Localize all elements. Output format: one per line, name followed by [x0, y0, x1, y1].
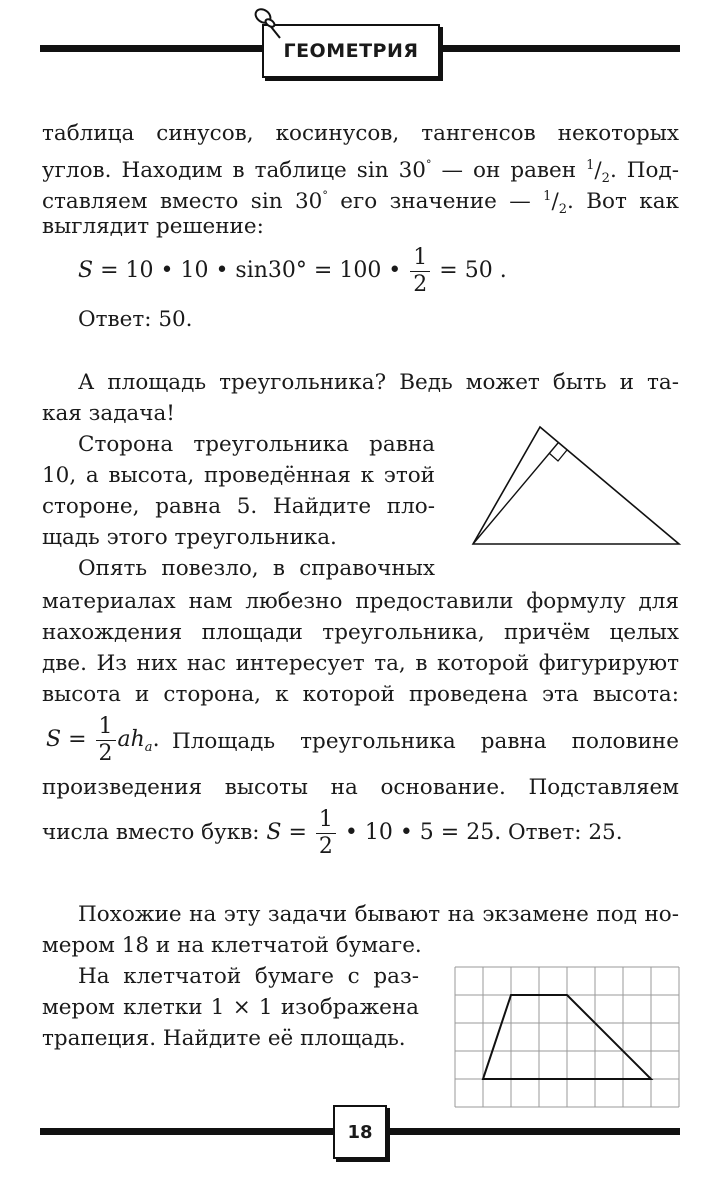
- p2-line-1: А площадь треугольника? Ведь может быть и та-: [78, 370, 679, 395]
- page-number-text: 18: [347, 1121, 373, 1143]
- p2-line-2: кая задача!: [42, 401, 175, 426]
- formula-triangle-area: S = $\frac{1}{2}$ $ah_a$.: [46, 713, 160, 766]
- p3-line-5: высота и сторона, к которой проведена эта высота:: [42, 682, 679, 707]
- page-number: [333, 1105, 387, 1159]
- p3-line-1: Опять повезло, в справочных: [78, 556, 435, 581]
- p3-line-8: числа вместо букв: S = $\frac{1}{2}$ • 10 • 5 = 25. Ответ: 25.: [42, 806, 623, 859]
- answer-1: Ответ: 50.: [78, 307, 193, 332]
- p1-line-1: таблица синусов, косинусов, тангенсов некоторых: [42, 121, 679, 146]
- task2-line-2: мером клетки 1 × 1 изображена: [42, 995, 419, 1020]
- p1-line-2: углов. Находим в таблице sin 30° — он равен $^1/_2$. Под-: [42, 158, 680, 186]
- chapter-title-text: ГЕОМЕТРИЯ: [283, 40, 419, 62]
- task2-line-1: На клетчатой бумаге с раз-: [78, 964, 419, 989]
- task1-line-3: стороне, равна 5. Найдите пло-: [42, 494, 435, 519]
- task1-line-2: 10, а высота, проведённая к этой: [42, 463, 435, 488]
- p3-line-7: произведения высоты на основание. Подставляем: [42, 775, 679, 800]
- task1-line-4: щадь этого треугольника.: [42, 525, 337, 550]
- triangle-figure: [468, 420, 683, 550]
- task1-line-1: Сторона треугольника равна: [78, 432, 435, 457]
- p3-line-4: две. Из них нас интересует та, в которой фигурируют: [42, 651, 679, 676]
- p3-line-2: материалах нам любезно предоставили формулу для: [42, 589, 679, 614]
- p1-line-3: ставляем вместо sin 30° его значение — $^1/_2$. Вот как: [42, 189, 679, 217]
- pushpin-icon: [250, 4, 290, 44]
- p4-line-1: Похожие на эту задачи бывают на экзамене под но-: [78, 902, 679, 927]
- p1-line-4: выглядит решение:: [42, 214, 264, 239]
- p3-line-3: нахождения площади треугольника, причём целых: [42, 620, 679, 645]
- grid-trapezoid-figure: [454, 966, 682, 1110]
- p3-line-6: Площадь треугольника равна половине: [172, 729, 679, 754]
- task2-line-3: трапеция. Найдите её площадь.: [42, 1026, 406, 1051]
- formula-1: S = 10 • 10 • sin30° = 100 • $\frac{1}{2}$ = 50 .: [78, 244, 507, 297]
- p4-line-2: мером 18 и на клетчатой бумаге.: [42, 933, 422, 958]
